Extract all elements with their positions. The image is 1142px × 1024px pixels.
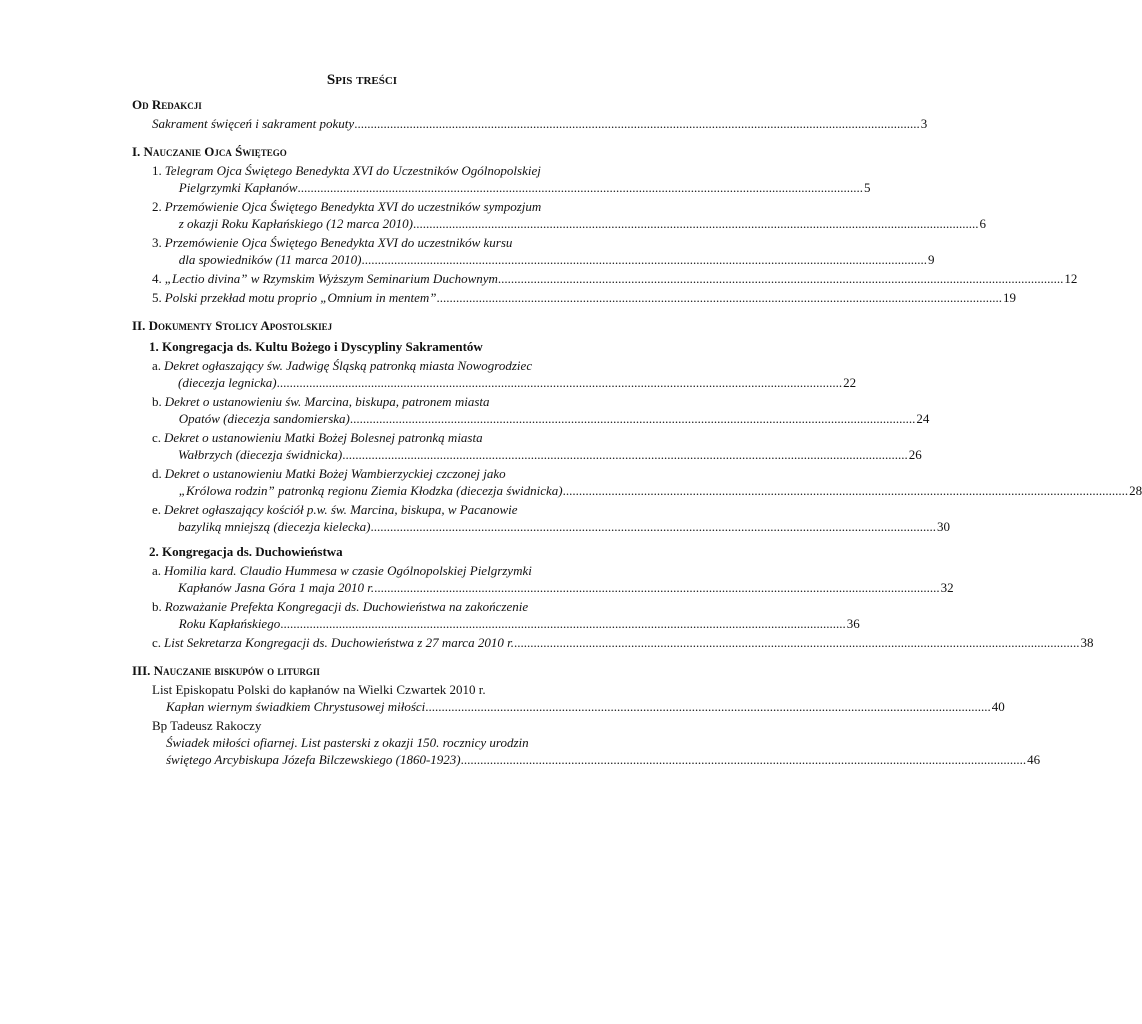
entry-last-line [152, 115, 928, 132]
page-number: 32 [940, 580, 954, 595]
entry-last-line [152, 698, 1005, 715]
entry-body [152, 717, 1041, 768]
entry-title-line: Rozważanie Prefekta Kongregacji ds. Duchowieństwa na zakończenie [164, 599, 529, 614]
toc-entry[interactable] [152, 234, 935, 268]
toc-entry[interactable] [152, 357, 857, 391]
page-number: 12 [1064, 271, 1078, 286]
entry-number: a. [152, 563, 162, 578]
entry-last-line [164, 518, 950, 535]
dot-leader [370, 518, 936, 535]
toc-entry[interactable] [152, 393, 930, 427]
dot-leader [437, 289, 1003, 306]
subsection-heading: 1. Kongregacja ds. Kultu Bożego i Dyscypliny Sakramentów [149, 339, 483, 354]
entry-number: e. [152, 502, 162, 517]
entry-title-line: Telegram Ojca Świętego Benedykta XVI do Uczestników Ogólnopolskiej [164, 163, 541, 178]
page-number: 26 [908, 447, 922, 462]
entry-last-line [165, 615, 860, 632]
entry-last-line [164, 634, 1094, 651]
page-number: 30 [936, 519, 950, 534]
toc-entry[interactable] [152, 162, 871, 196]
entry-number: b. [152, 394, 162, 409]
dot-leader [374, 579, 940, 596]
toc-entry[interactable] [152, 270, 1078, 287]
toc-entry[interactable] [152, 562, 954, 596]
entry-title-line: List Sekretarza Kongregacji ds. Duchowieństwa z 27 marca 2010 r. [164, 635, 514, 650]
section-heading: III. Nauczanie biskupów o liturgii [132, 663, 320, 678]
entry-number: 5. [152, 290, 162, 305]
entry-body [164, 501, 950, 535]
entry-title-line: Pielgrzymki Kapłanów [178, 180, 298, 195]
toc-entry[interactable] [152, 634, 1094, 651]
dot-leader [498, 270, 1064, 287]
toc-entry[interactable] [152, 115, 928, 132]
entry-title-line: Kapłanów Jasna Góra 1 maja 2010 r. [178, 580, 375, 595]
entry-title-line: Polski przekład motu proprio „Omnium in mentem” [164, 290, 437, 305]
entry-body [164, 234, 935, 268]
page-number: 6 [979, 216, 986, 231]
entry-last-line [152, 751, 1041, 768]
entry-body [164, 393, 930, 427]
page-number: 3 [920, 116, 928, 131]
entry-title-line: dla spowiedników (11 marca 2010) [178, 252, 362, 267]
entry-last-line [164, 579, 954, 596]
dot-leader [354, 115, 920, 132]
page-number: 19 [1003, 290, 1017, 305]
entry-title-line: bazyliką mniejszą (diecezja kielecka) [178, 519, 371, 534]
entry-number: b. [152, 599, 162, 614]
toc-entry[interactable] [152, 465, 1142, 499]
entry-number: d. [152, 466, 162, 481]
entry-last-line [165, 251, 935, 268]
dot-leader [425, 698, 991, 715]
page-number: 40 [991, 699, 1005, 714]
entry-body [152, 115, 928, 132]
entry-title-line: Kapłan wiernym świadkiem Chrystusowej miłości [166, 699, 426, 714]
entry-body [152, 681, 1005, 715]
table-of-contents [132, 96, 1142, 768]
entry-number: 2. [152, 199, 162, 214]
entry-title-line: Dekret o ustanowieniu św. Marcina, biskupa, patronem miasta [164, 394, 490, 409]
entry-title-line: Dekret o ustanowieniu Matki Bożej Bolesnej patronką miasta [164, 430, 483, 445]
entry-author: Bp Tadeusz Rakoczy [152, 718, 262, 733]
page-number: 46 [1027, 752, 1041, 767]
entry-last-line [164, 374, 857, 391]
entry-number: c. [152, 635, 162, 650]
section-heading: II. Dokumenty Stolicy Apostolskiej [132, 318, 333, 333]
entry-title-line: Świadek miłości ofiarnej. List pasterski z okazji 150. rocznicy urodzin [166, 735, 529, 750]
dot-leader [461, 751, 1027, 768]
toc-entry[interactable] [152, 598, 860, 632]
page-number: 22 [843, 375, 857, 390]
entry-title-line: Roku Kapłańskiego [178, 616, 281, 631]
dot-leader [350, 410, 916, 427]
entry-title-line: Dekret o ustanowieniu Matki Bożej Wambierzyckiej czczonej jako [164, 466, 506, 481]
page-number: 38 [1080, 635, 1094, 650]
entry-body [164, 162, 871, 196]
dot-leader [277, 374, 843, 391]
dot-leader [280, 615, 846, 632]
entry-last-line [165, 482, 1142, 499]
entry-title-line: Przemówienie Ojca Świętego Benedykta XVI do uczestników sympozjum [164, 199, 542, 214]
entry-title-line: Dekret ogłaszający św. Jadwigę Śląską patronką miasta Nowogrodziec [164, 358, 533, 373]
dot-leader [563, 482, 1129, 499]
toc-entry[interactable] [152, 501, 950, 535]
entry-last-line [164, 446, 922, 463]
page-number: 5 [864, 180, 871, 195]
page-title: Spis treści [326, 72, 398, 88]
entry-body [164, 270, 1078, 287]
page-number: 36 [846, 616, 860, 631]
entry-title-line: List Episkopatu Polski do kapłanów na Wielki Czwartek 2010 r. [152, 682, 486, 697]
dot-leader [298, 179, 864, 196]
entry-body [164, 289, 1017, 306]
toc-entry[interactable] [152, 717, 1041, 768]
section-heading: Od Redakcji [132, 97, 202, 112]
entry-title-line: Homilia kard. Claudio Hummesa w czasie Ogólnopolskiej Pielgrzymki [164, 563, 532, 578]
section-heading: I. Nauczanie Ojca Świętego [132, 144, 287, 159]
entry-body [164, 429, 922, 463]
entry-title-line: „Królowa rodzin” patronką regionu Ziemia Kłodzka (diecezja świdnicka) [178, 483, 563, 498]
subsection-heading: 2. Kongregacja ds. Duchowieństwa [149, 544, 343, 559]
toc-entry[interactable] [152, 429, 922, 463]
entry-body [164, 465, 1142, 499]
entry-last-line [164, 270, 1078, 287]
entry-title-line: „Lectio divina” w Rzymskim Wyższym Seminarium Duchownym [164, 271, 498, 286]
entry-title-line: Wałbrzych (diecezja świdnicka) [178, 447, 343, 462]
entry-body [164, 562, 954, 596]
dot-leader [342, 446, 908, 463]
entry-title-line: Dekret ogłaszający kościół p.w. św. Marcina, biskupa, w Pacanowie [164, 502, 518, 517]
dot-leader [361, 251, 927, 268]
page-number: 28 [1129, 483, 1142, 498]
entry-body [164, 357, 857, 391]
toc-entry[interactable] [152, 289, 1017, 306]
entry-number: 4. [152, 271, 162, 286]
entry-number: a. [152, 358, 162, 373]
entry-last-line [165, 215, 986, 232]
entry-title-line: świętego Arcybiskupa Józefa Bilczewskiego (1860-1923) [166, 752, 461, 767]
entry-title-line: Opatów (diecezja sandomierska) [178, 411, 350, 426]
dot-leader [514, 634, 1080, 651]
toc-entry[interactable] [152, 198, 986, 232]
entry-last-line [164, 289, 1017, 306]
entry-last-line [165, 179, 871, 196]
entry-number: 1. [152, 163, 162, 178]
page-number: 24 [916, 411, 930, 426]
entry-title-line: (diecezja legnicka) [178, 375, 277, 390]
entry-last-line [165, 410, 930, 427]
entry-body [164, 198, 986, 232]
entry-body [164, 598, 860, 632]
dot-leader [413, 215, 979, 232]
entry-title-line: Przemówienie Ojca Świętego Benedykta XVI do uczestników kursu [164, 235, 513, 250]
entry-number: 3. [152, 235, 162, 250]
entry-body [164, 634, 1094, 651]
entry-title-line: z okazji Roku Kapłańskiego (12 marca 2010) [178, 216, 413, 231]
entry-title-line: Sakrament święceń i sakrament pokuty [152, 116, 355, 131]
page-number: 9 [927, 252, 935, 267]
toc-entry[interactable] [152, 681, 1005, 715]
entry-number: c. [152, 430, 162, 445]
